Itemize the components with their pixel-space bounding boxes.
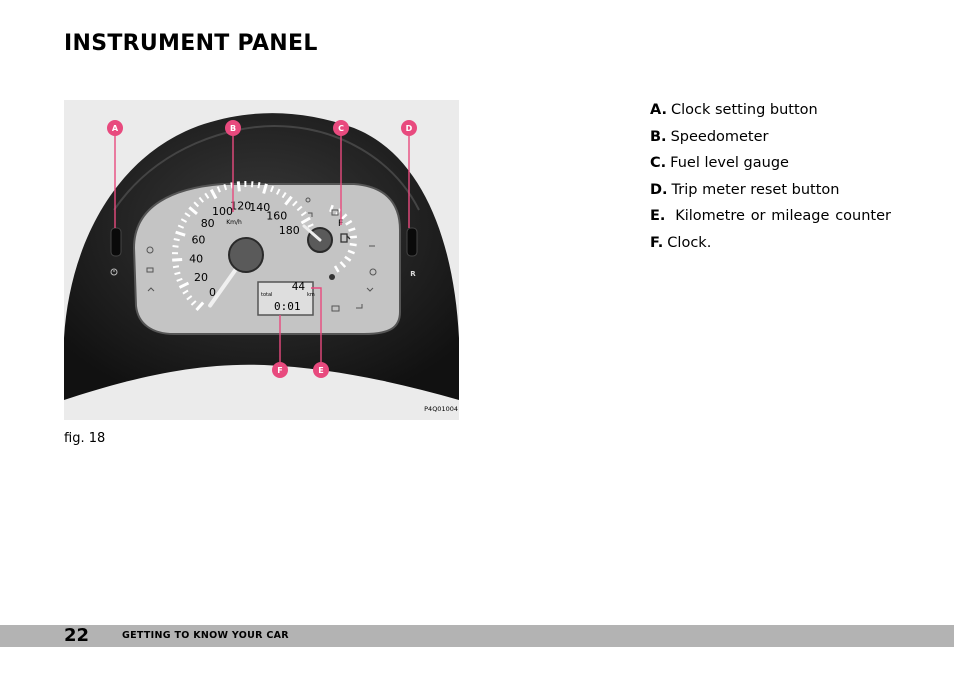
- speedometer-label: 20: [194, 270, 209, 284]
- fuel-gauge-tick: [350, 244, 357, 245]
- legend-word: counter: [835, 208, 891, 225]
- instrument-panel-illustration: [64, 100, 459, 420]
- lcd-odometer: 44: [291, 280, 305, 293]
- speedometer-tick: [172, 259, 182, 260]
- legend-key: D.: [650, 181, 668, 198]
- legend-item: [650, 180, 891, 207]
- section-title: GETTING TO KNOW YOUR CAR: [122, 630, 289, 641]
- legend-key: A.: [650, 102, 667, 118]
- callout-e: E: [318, 366, 324, 375]
- legend-key: E.: [650, 208, 666, 225]
- legend-word: mileage: [771, 208, 830, 225]
- indicator-dot: [329, 274, 335, 280]
- lcd-km-label: km: [307, 292, 315, 298]
- speedometer-label: 180: [278, 224, 300, 237]
- callout-a: A: [111, 124, 119, 133]
- reset-label: R: [410, 270, 416, 278]
- speedometer-label: 160: [266, 209, 288, 223]
- legend-text: Speedometer: [670, 128, 769, 145]
- legend-item: [650, 100, 891, 127]
- legend-key: B.: [650, 128, 667, 145]
- speedometer-label: 40: [189, 252, 204, 266]
- page-number: 22: [64, 625, 90, 646]
- speedometer-tick: [258, 182, 259, 188]
- speedometer-label: 100: [212, 204, 234, 218]
- legend-word: or: [750, 208, 766, 225]
- speedometer-tick: [173, 246, 179, 247]
- legend-key: C.: [650, 155, 667, 172]
- clock-setting-knob[interactable]: [111, 228, 121, 256]
- legend-item: [650, 153, 891, 180]
- speedometer-tick: [174, 239, 180, 240]
- speedometer-label: 120: [230, 199, 252, 213]
- legend-text: Trip meter reset button: [671, 181, 840, 198]
- image-code: P4Q01004: [424, 405, 458, 413]
- legend-text: Clock setting button: [671, 102, 818, 118]
- speedometer-tick: [173, 266, 179, 267]
- legend-key: F.: [650, 234, 664, 251]
- legend-item: [650, 206, 891, 233]
- callout-c: C: [338, 124, 344, 133]
- trip-reset-knob[interactable]: [407, 228, 417, 256]
- speedometer-label: 60: [191, 233, 206, 247]
- callout-f: F: [277, 366, 283, 375]
- callout-b: B: [229, 124, 237, 133]
- footer-band: [0, 625, 954, 647]
- legend-text: Clock.: [667, 234, 712, 251]
- speedometer-label: 0: [209, 286, 217, 300]
- speedometer-label: 80: [200, 216, 215, 230]
- figure-caption: fig. 18: [64, 431, 106, 446]
- speedometer-tick: [231, 182, 232, 188]
- legend-list: [650, 100, 891, 260]
- fuel-gauge-tick: [350, 237, 357, 238]
- speedometer-label: 140: [249, 200, 271, 214]
- lcd-total-label: total: [261, 292, 273, 298]
- speed-unit: Km/h: [226, 219, 242, 226]
- instrument-panel-figure: [64, 100, 459, 420]
- fuel-full-mark: F: [338, 219, 344, 229]
- lcd-clock: 0:01: [274, 300, 301, 313]
- callout-d: D: [405, 124, 413, 133]
- legend-item: [650, 233, 891, 260]
- page-title: INSTRUMENT PANEL: [64, 31, 318, 56]
- legend-item: [650, 127, 891, 154]
- speedometer-tick: [252, 181, 253, 187]
- legend-text: Fuel level gauge: [670, 155, 789, 172]
- speedometer-hub: [229, 238, 263, 272]
- speedometer-tick: [238, 181, 239, 191]
- legend-word: Kilometre: [675, 208, 745, 225]
